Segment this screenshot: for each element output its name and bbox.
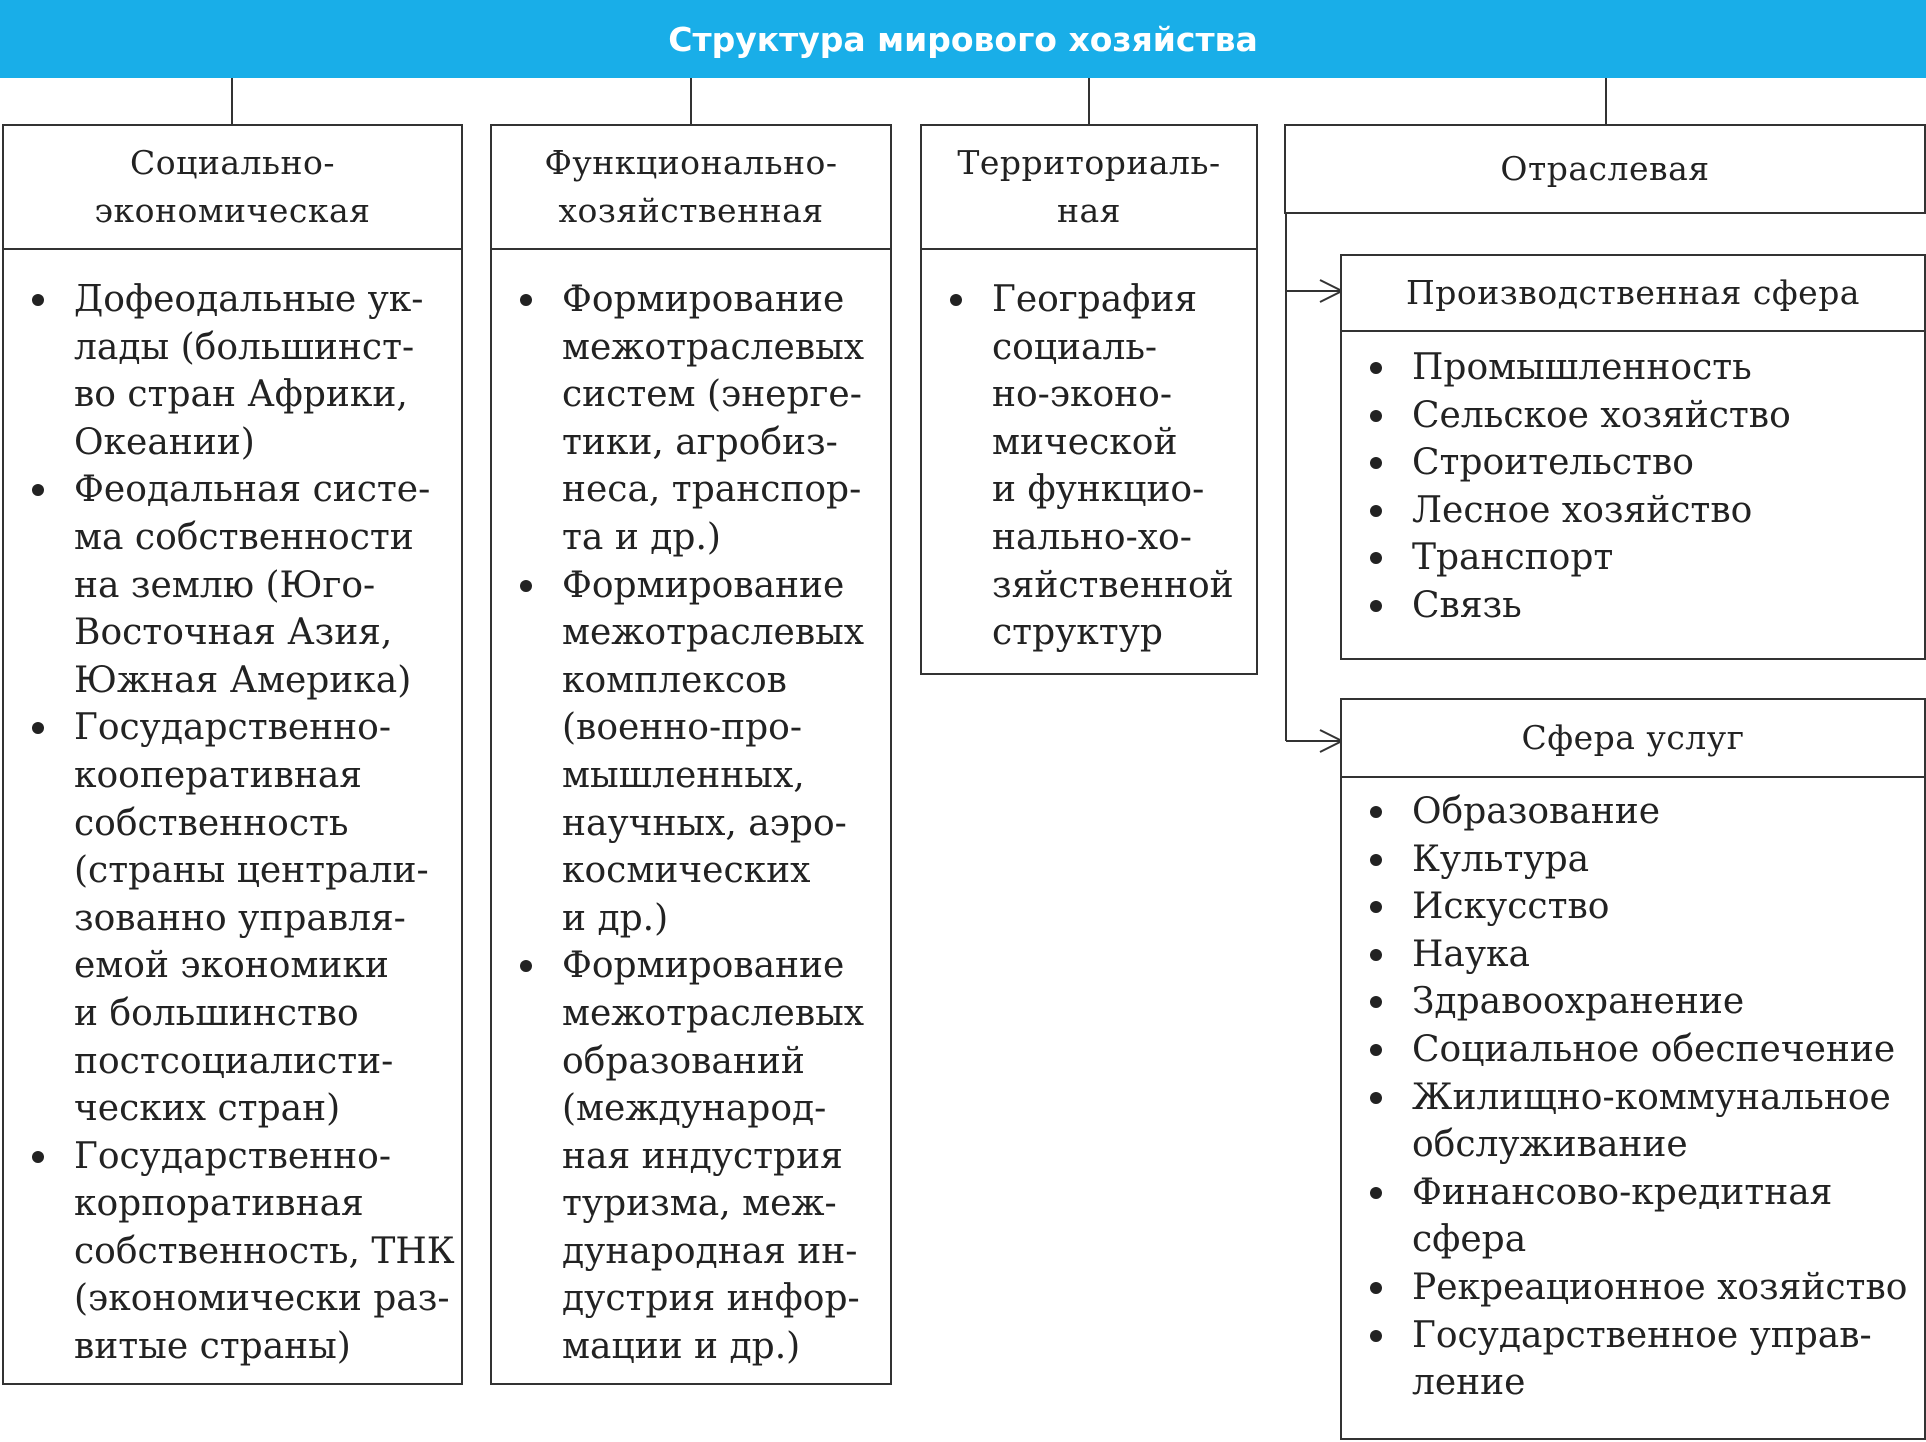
services-sphere-heading: Сфера услуг (1342, 700, 1924, 778)
list-item: Формирование межотраслевых комплексов (военно-про- мышленных, научных, аэро- космических и др.) (492, 562, 890, 943)
production-sphere-box (1340, 254, 1926, 660)
list-item: Формирование межотраслевых систем (энерге- тики, агробиз- неса, транспор- та и др.) (492, 276, 890, 562)
services-sphere-box (1340, 698, 1926, 1440)
list-item: Строительство (1342, 439, 1924, 487)
list-item: Культура (1342, 836, 1916, 884)
list-item: Искусство (1342, 883, 1916, 931)
functional-economic-list (492, 250, 890, 1371)
territorial-box (920, 124, 1258, 675)
list-item: Государственное управ- ление (1342, 1312, 1916, 1407)
list-item: Промышленность (1342, 344, 1924, 392)
list-item: География социаль- но-эконо- мической и функцио- нально-хо- зяйственной структур (922, 276, 1256, 657)
list-item: Здравоохранение (1342, 978, 1916, 1026)
list-item: Государственно- корпоративная собственность, ТНК (экономически раз- витые страны) (4, 1133, 461, 1371)
territorial-heading: Территориаль- ная (922, 126, 1256, 250)
arrow-to-services (1286, 730, 1342, 752)
sectoral-heading: Отраслевая (1500, 149, 1710, 188)
list-item: Наука (1342, 931, 1916, 979)
sectoral-box (1284, 124, 1926, 214)
diagram-title: Структура мирового хозяйства (0, 0, 1926, 78)
list-item: Социальное обеспечение (1342, 1026, 1916, 1074)
list-item: Финансово-кредитная сфера (1342, 1169, 1916, 1264)
list-item: Лесное хозяйство (1342, 487, 1924, 535)
list-item: Жилищно-коммунальное обслуживание (1342, 1074, 1916, 1169)
list-item: Дофеодальные ук- лады (большинст- во стран Африки, Океании) (4, 276, 461, 466)
list-item: Феодальная систе- ма собственности на землю (Юго- Восточная Азия, Южная Америка) (4, 466, 461, 704)
arrow-to-production (1286, 280, 1342, 302)
production-sphere-list (1342, 332, 1924, 630)
list-item: Рекреационное хозяйство (1342, 1264, 1916, 1312)
socio-economic-heading: Социально- экономическая (4, 126, 461, 250)
list-item: Государственно- кооперативная собственность (страны централи- зованно управля- емой экономики и большинство постсоциалисти- ческих стран) (4, 704, 461, 1132)
list-item: Сельское хозяйство (1342, 392, 1924, 440)
list-item: Связь (1342, 582, 1924, 630)
list-item: Формирование межотраслевых образований (международ- ная индустрия туризма, меж- дународная ин- дустрия инфор- мации и др.) (492, 942, 890, 1370)
functional-economic-box (490, 124, 892, 1385)
socio-economic-box (2, 124, 463, 1385)
list-item: Транспорт (1342, 534, 1924, 582)
territorial-list (922, 250, 1256, 657)
services-sphere-list (1342, 778, 1924, 1407)
functional-economic-heading: Функционально- хозяйственная (492, 126, 890, 250)
socio-economic-list (4, 250, 461, 1371)
list-item: Образование (1342, 788, 1916, 836)
production-sphere-heading: Производственная сфера (1342, 256, 1924, 332)
